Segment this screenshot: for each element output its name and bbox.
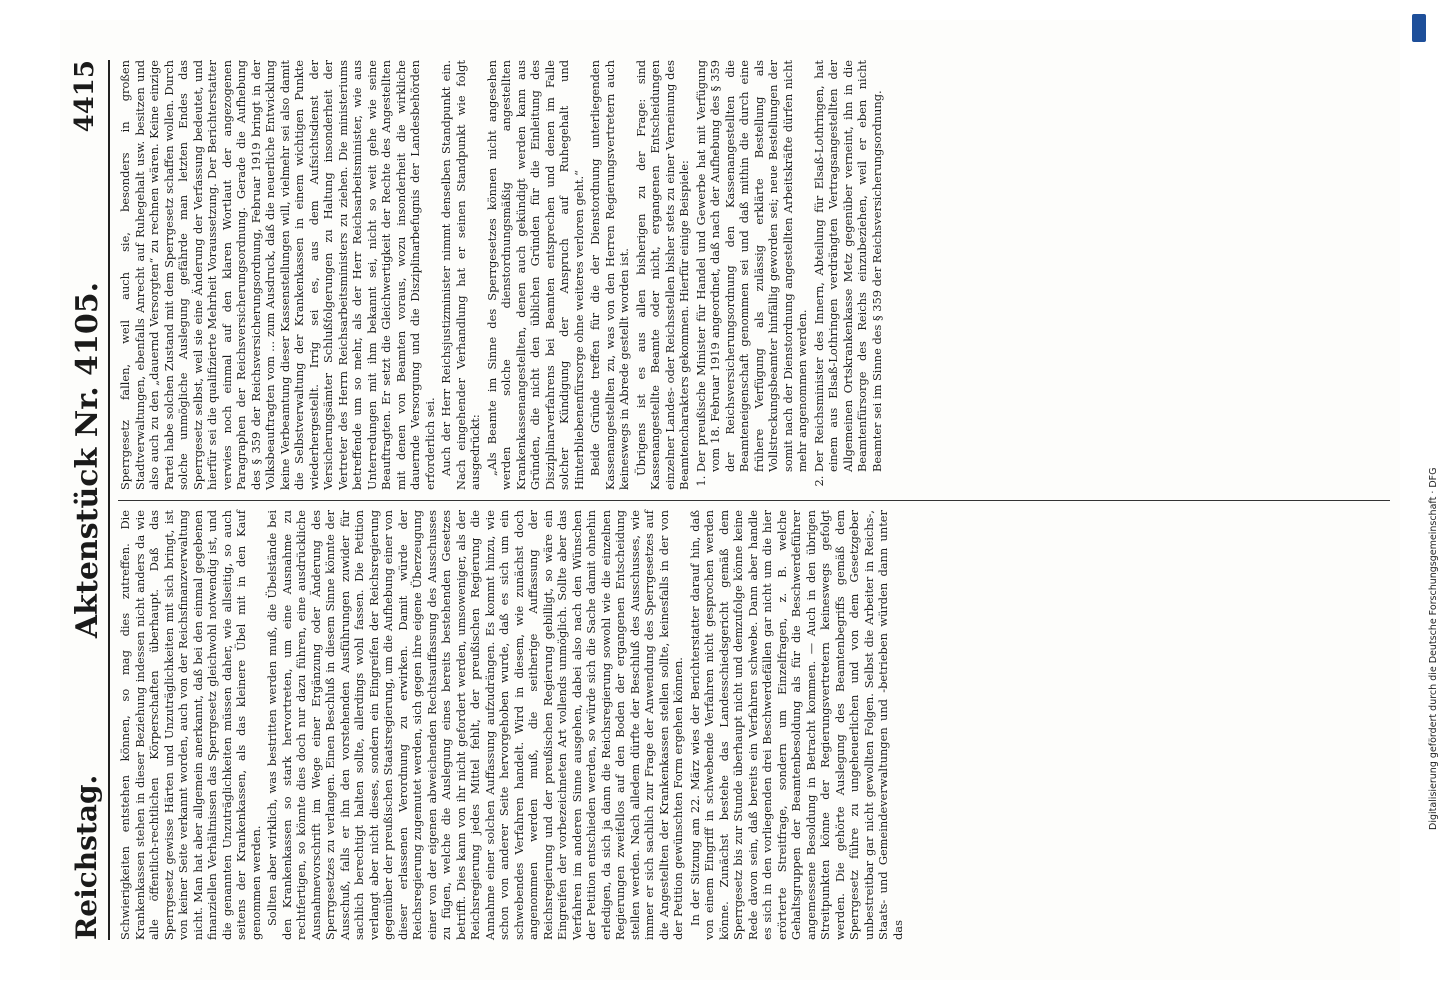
dfg-logo <box>1412 14 1426 42</box>
header-left-title: Reichstag. <box>70 774 103 940</box>
paragraph: Übrigens ist es aus allen bisherigen zu der Frage: sind Kassenangestellte Beamte oder nicht, ergangenen Entscheidungen einzelner Landes- oder Reichsstellen bisher stets zu einer Verneinung des Beamtencharakters gekommen. Hierfür einige Beispiele: <box>633 60 691 490</box>
digitization-credit <box>1408 10 1439 830</box>
paragraph: Auch der Herr Reichsjustizminister nimmt denselben Standpunkt ein. Nach eingehender Verhandlung hat er seinen Standpunkt wie folgt ausgedrückt: <box>439 60 482 490</box>
examples-list <box>694 60 885 490</box>
paragraph: Sperrgesetz fallen, weil auch sie, besonders in großen Stadtverwaltungen, ebenfalls Anrecht auf Ruhegehalt usw. besitzen und also auch zu den „dauernd Versorgten“ zu rechnen wären. Keine einzige Partei habe solchen Zustand mit dem Sperrgesetz schaffen wollen. Durch solche unmögliche Auslegung gefährde man letzten Endes das Sperrgesetz selbst, weil sie eine Änderung der Verfassung bedeutet, und hierfür sei die qualifizierte Mehrheit Voraussetzung. Der Berichterstatter verwies noch einmal auf den klaren Wortlaut der angezogenen Paragraphen der Reichsversicherungsordnung. Gerade die Aufhebung des § 359 der Reichsversicherungsordnung, Februar 1919 bringt in der Volksbeauftragten vom ... zum Ausdruck, daß die neuerliche Entwicklung keine Verbeamtung dieser Kassenstellungen will, vielmehr sei also damit die Selbstverwaltung der Krankenkassen in einem wichtigen Punkte wiederhergestellt. Irrig sei es, aus dem Aufsichtsdienst der Versicherungsämter Schlußfolgerungen zu Haltung insonderheit der Vertreter des Herrn Reichsarbeitsministers zu ziehen. Die ministeriums betreffende um so mehr, als der Herr Reichsarbeitsminister, wie aus Unterredungen mit ihm bekannt sei, nicht so weit gehe wie seine Beauftragten. Er setzt die Gleichwertigkeit der Rechte des Angestellten mit denen von Beamten voraus, wozu insonderheit die wirkliche dauernde Versorgung und die Disziplinarbefugnis der Landesbehörden erforderlich sei. <box>118 60 437 490</box>
quoted-paragraph: „Als Beamte im Sinne des Sperrgesetzes können nicht angesehen werden solche dienstordnungsmäßig angestellten Krankenkassenangestellten, denen auch gekündigt werden kann aus Gründen, die nicht den üblichen Gründen für die Einleitung des Disziplinarverfahrens bei Beamten entsprechen und denen im Falle solcher Kündigung der Anspruch auf Ruhegehalt und Hinterbliebenenfürsorge ohne weiteres verloren geht.“ <box>484 60 586 490</box>
column-divider <box>118 500 1390 501</box>
list-item: 1. Der preußische Minister für Handel und Gewerbe hat mit Verfügung vom 18. Februar 1919 angeordnet, daß nach der Aufhebung des § 359 der Reichsversicherungsordnung den Kassenangestellten die Beamteneigenschaft genommen sei und daß mithin die durch eine frühere Verfügung als zulässig erklärte Bestellung als Vollstreckungsbeamter hinfällig geworden sei; neue Bestellungen der somit nach der Dienstordnung angestellten Arbeitskräfte dürfen nicht mehr angenommen werden. <box>694 60 810 472</box>
header-document-title: Aktenstück Nr. 4105. <box>70 281 105 639</box>
paragraph: Sollten aber wirklich, was bestritten werden muß, die Übelstände bei den Krankenkassen so stark hervortreten, um eine Ausnahme zu rechtfertigen, so könnte dies doch nur dazu führen, eine ausdrückliche Ausnahmevorschrift im Wege einer Ergänzung oder Änderung des Sperrgesetzes zu verlangen. Einen Beschluß in diesem Sinne könnte der Ausschuß, falls er ihn den vorstehenden Ausführungen zuwider für sachlich berechtigt halten sollte, allerdings wohl fassen. Die Petition verlangt aber nicht dieses, sondern ein Eingreifen der Reichsregierung gegenüber der preußischen Staatsregierung, um die Aufhebung einer von dieser erlassenen Verordnung zu erwirken. Damit würde der Reichsregierung zugemutet werden, sich gegen ihre eigene Überzeugung einer von der eigenen abweichenden Rechtsauffassung des Ausschusses zu fügen, welche die Auslegung eines bereits bestehenden Gesetzes betrifft. Dies kann von ihr nicht gefordert werden, umsoweniger, als der Reichsregierung jedes Mittel fehlt, der preußischen Regierung die Annahme einer solchen Auffassung aufzudrängen. Es kommt hinzu, wie schon von anderer Seite hervorgehoben wurde, daß es sich um ein schwebendes Verfahren handelt. Wird in diesem, wie zunächst doch angenommen werden muß, die seitherige Auffassung der Reichsregierung und der preußischen Regierung gebilligt, so wäre ein Eingreifen der vorbezeichneten Art vollends unmöglich. Sollte aber das Verfahren im anderen Sinne ausgehen, dabei also nach den Wünschen der Petition entschieden werden, so würde sich die Sache damit ohnehin erledigen, da sich ja dann die Reichsregierung sowohl wie die einzelnen Regierungen zweifellos auf den Boden der ergangenen Entscheidung stellen werden. Nach alledem dürfte der Beschluß des Ausschusses, wie immer er sich sachlich zur Frage der Anwendung des Sperrgesetzes auf die Angestellten der Krankenkassen stellen sollte, keinesfalls in der von der Petition gewünschten Form ergehen können. <box>265 510 685 940</box>
page-header <box>64 60 110 940</box>
text-column-right <box>118 60 1390 490</box>
text-column-left <box>118 510 1390 940</box>
paragraph: Beide Gründe treffen für die der Dienstordnung unterliegenden Kassenangestellten zu, was von den Herren Regierungsvertretern auch keineswegs in Abrede gestellt worden ist. <box>588 60 631 490</box>
document-page <box>60 20 1400 980</box>
paragraph: Schwierigkeiten entstehen können, so mag dies zutreffen. Die Krankenkassen stehen in dieser Beziehung indessen nicht anders da wie alle öffentlich-rechtlichen Körperschaften überhaupt. Daß das Sperrgesetz gewisse Härten und Unzuträglichkeiten mit sich bringt, ist von keiner Seite verkannt worden, auch von der Reichsfinanzverwaltung nicht. Man hat aber allgemein anerkannt, daß bei den einmal gegebenen finanziellen Verhältnissen das Sperrgesetz gleichwohl notwendig ist, und die genannten Unzuträglichkeiten müssen daher, wie allseitig, so auch seitens der Krankenkassen, als das kleinere Übel mit in den Kauf genommen werden. <box>118 510 263 940</box>
credit-text: Digitalisierung gefördert durch die Deutsche Forschungsgemeinschaft · DFG <box>1428 467 1439 830</box>
paragraph: In der Sitzung am 22. März wies der Berichterstatter darauf hin, daß von einem Eingriff in schwebende Verfahren nicht gesprochen werden könne. Zunächst bestehe das Landesschiedsgericht gemäß dem Sperrgesetz bis zur Stunde überhaupt nicht und demzufolge könne keine Rede davon sein, daß bereits ein Verfahren schwebe. Dann aber handle es sich in den vorliegenden drei Beschwerdefällen gar nicht um die hier erörterte Streitfrage, sondern um Einzelfragen, z. B. welche Gehaltsgruppen der Beamtenbesoldung als für die Beschwerdeführer angemessene Besoldung in Betracht kommen. — Auch in den übrigen Streitpunkten könne der Regierungsvertretern keineswegs gefolgt werden. Die gehörte Auslegung des Beamtenbegriffs gemäß dem Sperrgesetz führe zu ungeheuerlichen und von dem Gesetzgeber unbestreitbar gar nicht gewollten Folgen. Selbst die Arbeiter in Reichs-, Staats- und Gemeindeverwaltungen und -betrieben würden dann unter das <box>687 510 905 940</box>
list-item: 2. Der Reichsminister des Innern, Abteilung für Elsaß-Lothringen, hat einem aus Elsaß-Lothringen verdrängten Vertragsangestellten der Allgemeinen Ortskrankenkasse Metz gegenüber verneint, ihn in die Beamtenfürsorge des Reichs einzubeziehen, weil er eben nicht Beamter sei im Sinne des § 359 der Reichsversicherungsordnung. <box>812 60 885 472</box>
page-number: 4415 <box>70 60 100 133</box>
